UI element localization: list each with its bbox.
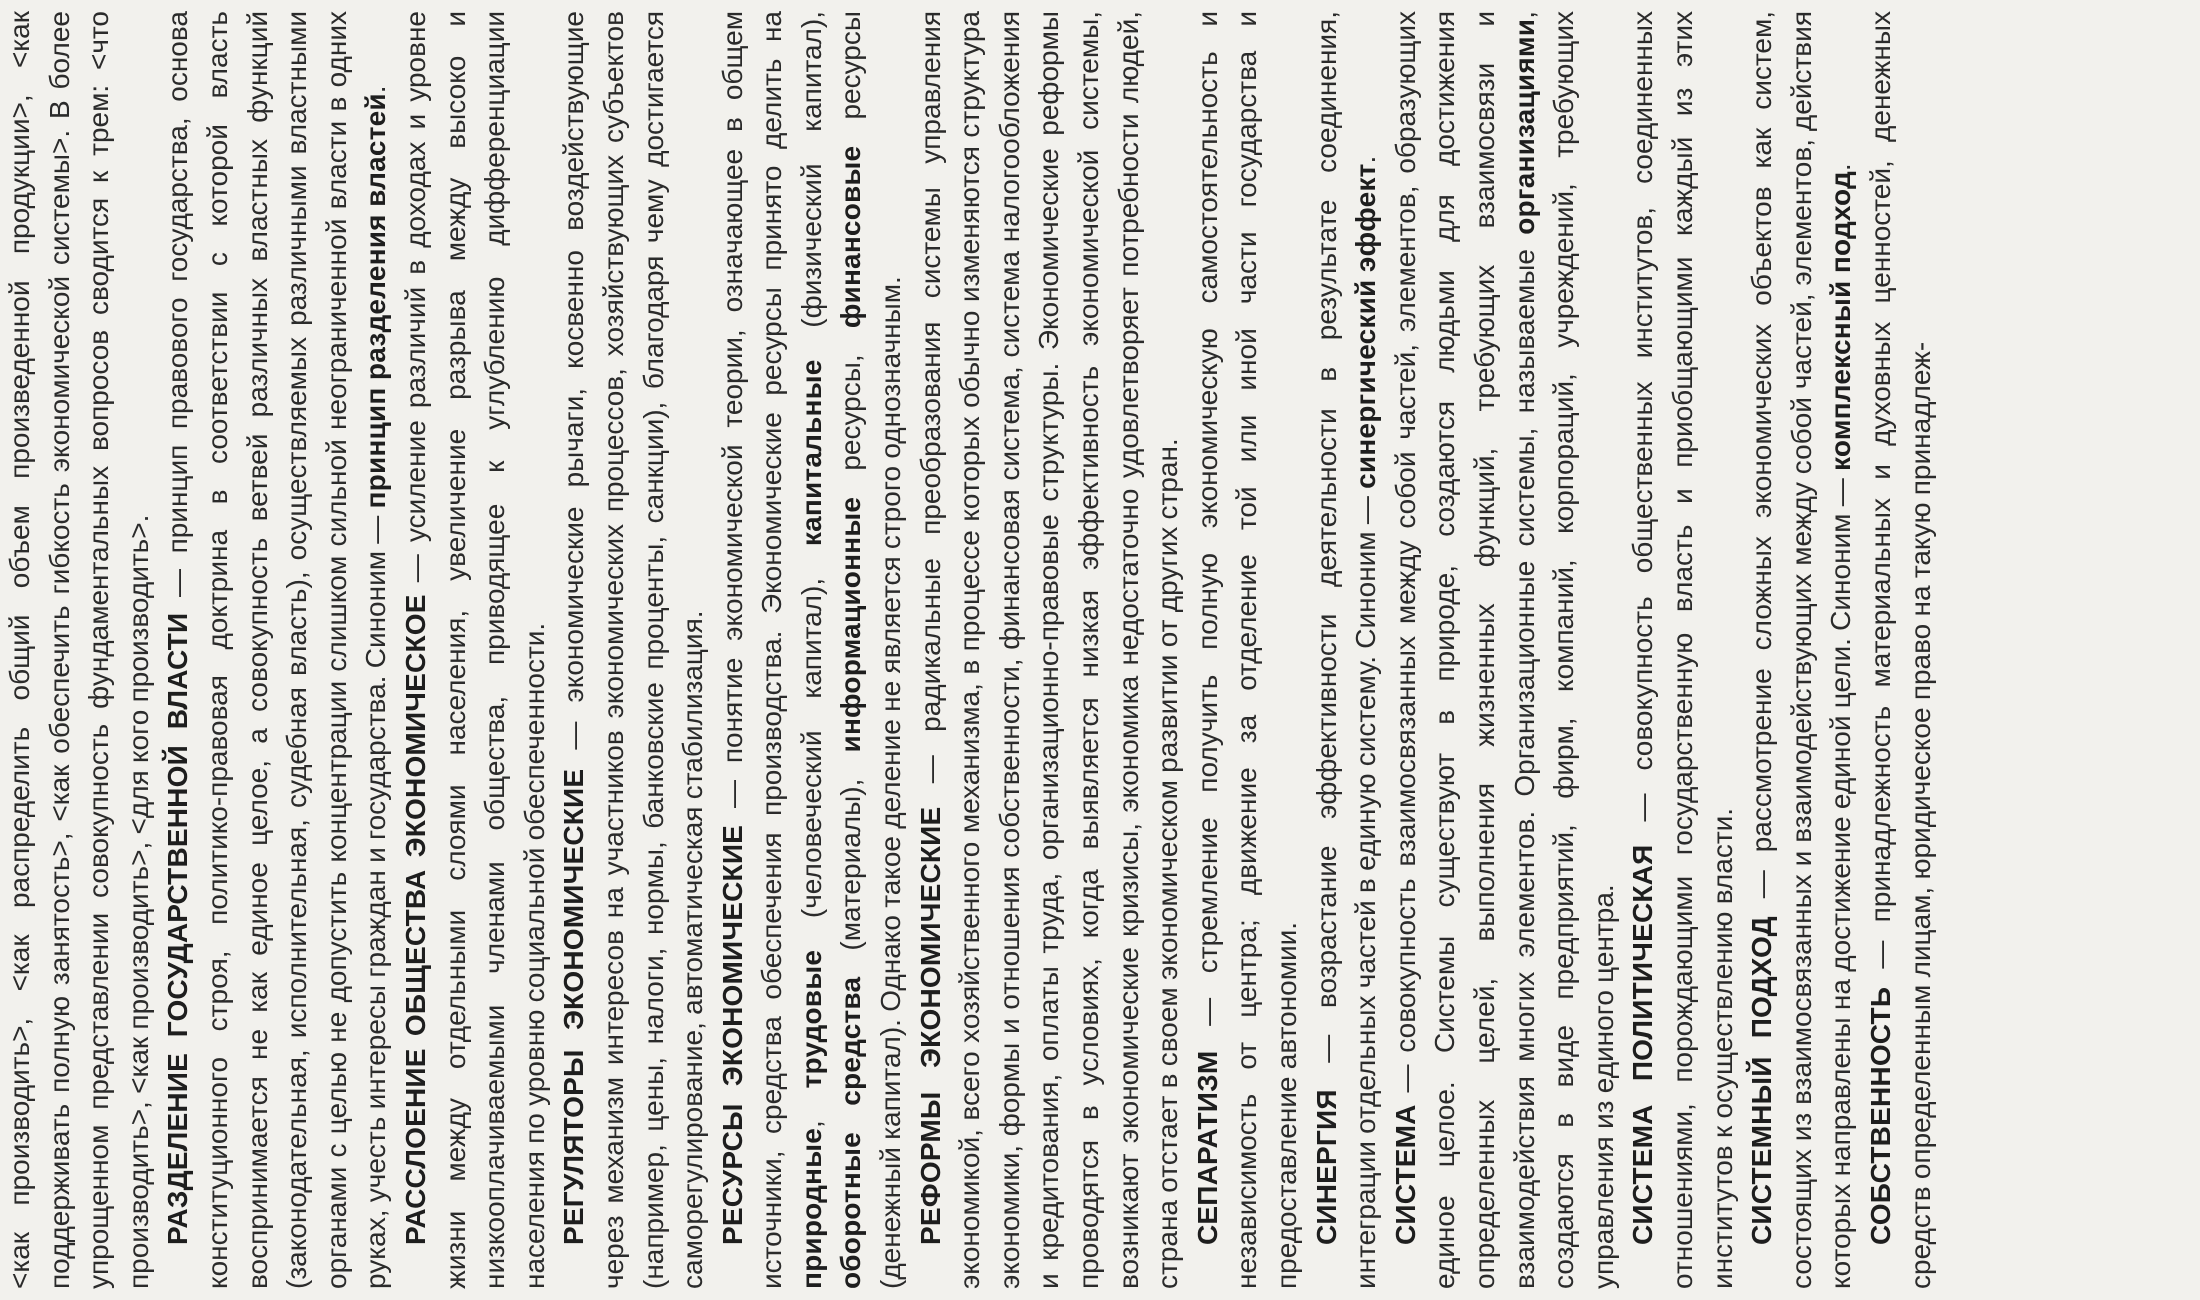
entry-text: (человеческий капитал),	[795, 546, 827, 950]
entry-text: (физический капитал),	[795, 11, 827, 360]
term-bold: РАЗДЕЛЕНИЕ ГОСУДАРСТВЕННОЙ ВЛАСТИ	[162, 612, 194, 1245]
entry-continuation	[0, 11, 158, 1289]
entry-text: — понятие экономической теории, означающее в общем источники, средства обеспечения производства. Экономические ресурсы принято делить на	[716, 11, 788, 1289]
entry-text: .	[360, 85, 392, 94]
entry-reformy	[911, 11, 1188, 1289]
entry-text: — рассмотрение сложных экономических объектов как систем, состоящих из взаимосвязанных и взаимодействующих между собой частей, элементов, действия которых направлены на достижение единой цели. Синоним —	[1746, 11, 1857, 1289]
entry-resursy	[713, 11, 911, 1289]
term-bold: организациями	[1508, 18, 1540, 235]
term-bold: принцип разделения властей	[360, 93, 392, 509]
term-bold: капитальные	[795, 359, 827, 547]
term-bold: СЕПАРАТИЗМ	[1191, 1050, 1223, 1245]
entry-text: — стремление получить полную экономическую самостоятельность и независимость от центра; движение за отделение той или иной части государства и предоставление автономии.	[1191, 11, 1302, 1289]
entry-text: — возрастание эффективности деятельности в результате соединения, интеграции отдельных частей в единую систему. Синоним —	[1310, 11, 1382, 1289]
term-bold: СИСТЕМНЫЙ ПОДХОД	[1746, 916, 1778, 1245]
term-bold: трудовые	[795, 949, 827, 1089]
entry-text: , создаются в виде предприятий, фирм, компаний, корпораций, учреждений, требующих управления из единого центра.	[1508, 11, 1619, 1289]
term-bold: РАССЛОЕНИЕ ОБЩЕСТВА ЭКОНОМИЧЕСКОЕ	[399, 594, 431, 1245]
dictionary-text	[0, 11, 2190, 1289]
entry-text: ресурсы (денежный капитал). Однако такое деление не является строго однозначным.	[835, 11, 907, 1289]
term-bold: СОБСТВЕННОСТЬ	[1864, 986, 1896, 1245]
term-bold: СИСТЕМА ПОЛИТИЧЕСКАЯ	[1627, 844, 1659, 1245]
entry-text: — экономические рычаги, косвенно воздействующие через механизм интересов на участников экономических процессов, хозяйствующих субъектов (например, цены, налоги, нормы, банковские проценты, санкции), благодаря чему достигается саморегулирование, автоматическая стабилизация.	[558, 11, 709, 1289]
entry-razdelenie	[158, 11, 396, 1289]
entry-text: .	[1350, 155, 1382, 164]
term-bold: оборотные средства	[835, 976, 867, 1289]
entry-text: — усиление различий в доходах и уровне жизни между отдельными слоями населения, увеличение разрыва между высоко и низкооплачиваемыми членами общества, приводящее к углублению дифференциации населения по уровню социальной обеспеченности.	[399, 10, 550, 1289]
entry-sistema-politicheskaya	[1623, 11, 1742, 1289]
entry-sinergiya	[1307, 11, 1386, 1289]
entry-sobstvennost	[1861, 11, 1940, 1289]
entry-sistemny-podkhod	[1742, 11, 1861, 1289]
entry-regulyatory	[554, 11, 712, 1289]
entry-text: — совокупность общественных институтов, соединенных отношениями, порождающими государственную власть и приобщающими каждый из этих институтов к осуществлению власти.	[1627, 10, 1738, 1289]
term-bold: СИСТЕМА	[1389, 1104, 1421, 1245]
entry-text: — принадлежность материальных и духовных ценностей, денежных средств определенным лицам, юридическое право на такую принадлеж-	[1864, 11, 1936, 1289]
term-bold: финансовые	[835, 145, 867, 329]
term-bold: РЕГУЛЯТОРЫ ЭКОНОМИЧЕСКИЕ	[558, 768, 590, 1245]
term-bold: синергический эффект	[1350, 163, 1382, 489]
term-bold: РЕФОРМЫ ЭКОНОМИЧЕСКИЕ	[914, 806, 946, 1245]
entry-text: (материалы),	[835, 752, 867, 977]
rotated-text-block	[0, 5, 2190, 1295]
entry-text: .	[1825, 163, 1857, 172]
entry-text: ресурсы,	[835, 328, 867, 497]
entry-text: — принцип правового государства, основа конституционного строя, политико-правовая доктрина в соответствии с которой власть воспринимается не как единое целое, а совокупность ветвей различных властных функций (законодательная, исполнительная, судебная власть), осуществляемых различными властными органами с целью не допустить концентрации слишком сильной неограниченной власти в одних руках, учесть интересы граждан и государства. Синоним —	[162, 10, 392, 1289]
entry-sistema	[1386, 11, 1624, 1289]
entry-separatizm	[1188, 11, 1307, 1289]
entry-rassloenie	[396, 11, 554, 1289]
term-bold: природные	[795, 1127, 827, 1289]
term-bold: информационные	[835, 496, 867, 753]
entry-text: <как производить>, <как распределить общий объем произведенной продукции>, <как поддерживать полную занятость>, <как обеспечить гибкость экономической системы>. В более упрощенном представлении совокупность фундаментальных вопросов сводится к трем: <что производить>, <как производить>, <для кого производить>.	[4, 11, 154, 1289]
term-bold: комплексный подход	[1825, 171, 1857, 472]
term-bold: РЕСУРСЫ ЭКОНОМИЧЕСКИЕ	[716, 824, 748, 1245]
entry-text: ,	[795, 1088, 827, 1128]
term-bold: СИНЕРГИЯ	[1310, 1089, 1342, 1245]
entry-text: — совокупность взаимосвязанных между собой частей, элементов, образующих единое целое. Системы существуют в природе, создаются людьми для достижения определенных целей, выполнения жизненных функций, требующих взаимосвязи и взаимодействия многих элементов. Организационные системы, называемые	[1389, 11, 1540, 1289]
entry-text: — радикальные преобразования системы управления экономикой, всего хозяйственного механизма, в процессе которых обычно изменяются структура экономики, формы и отношения собственности, финансовая система, система налогообложения и кредитования, оплаты труда, организационно-правовые структуры. Экономические реформы проводятся в условиях, когда выявляется низкая эффективность экономической системы, возникают экономические кризисы, экономика недостаточно удовлетворяет потребности людей, страна отстает в своем экономическом развитии от других стран.	[914, 11, 1184, 1289]
